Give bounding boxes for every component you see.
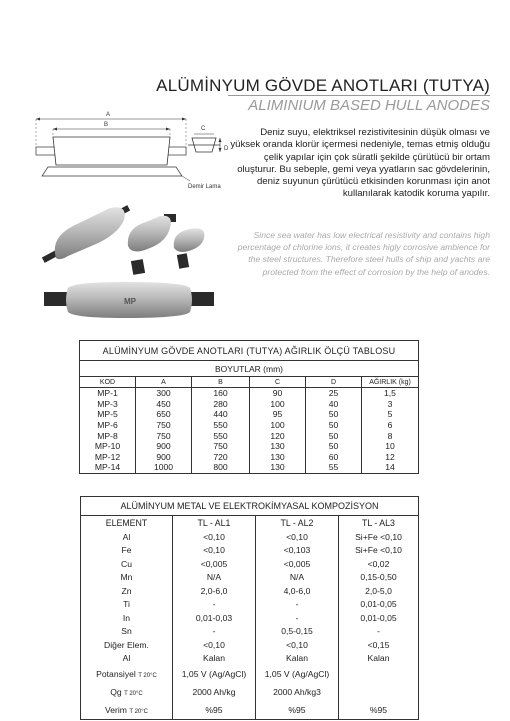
- cell: 750: [136, 420, 192, 431]
- cell: Diğer Elem.: [81, 638, 173, 652]
- cell: Si+Fe <0,10: [339, 544, 419, 558]
- cell: <0,10: [256, 638, 339, 652]
- cell: 130: [250, 452, 306, 463]
- composition-table-title: ALÜMİNYUM METAL VE ELEKTROKİMYASAL KOMPOZİSYON: [81, 497, 419, 516]
- cell: MP-3: [80, 399, 136, 410]
- cell: Sn: [81, 625, 173, 639]
- cell: 3: [362, 399, 419, 410]
- cell: 800: [192, 462, 250, 473]
- anode-product-photo-small: [28, 198, 233, 278]
- cell: -: [256, 598, 339, 612]
- cell: 4,0-6,0: [256, 584, 339, 598]
- demir-lama-label: Demir Lama: [188, 184, 221, 190]
- mp-stamp: MP: [124, 297, 136, 306]
- table-row: [80, 409, 419, 420]
- cell: 8: [362, 430, 419, 441]
- cell: -: [173, 625, 256, 639]
- size-col-header: A: [136, 377, 192, 388]
- cell: 130: [250, 462, 306, 473]
- cell: <0,10: [173, 638, 256, 652]
- cell: 2000 Ah/kg: [173, 683, 256, 701]
- cell: -: [339, 625, 419, 639]
- cell: <0,103: [256, 544, 339, 558]
- size-table-title: ALÜMİNYUM GÖVDE ANOTLARI (TUTYA) AĞIRLIK ÖLÇÜ TABLOSU: [80, 341, 419, 361]
- cell: Zn: [81, 584, 173, 598]
- table-row: [81, 571, 419, 585]
- cell: 0,01-0,05: [339, 598, 419, 612]
- cell: 900: [136, 452, 192, 463]
- table-row: [81, 701, 419, 720]
- cell: %95: [256, 701, 339, 720]
- table-row: [80, 399, 419, 410]
- table-row: [81, 544, 419, 558]
- cell: <0,15: [339, 638, 419, 652]
- dim-label-d: D: [224, 146, 229, 152]
- table-row: [80, 430, 419, 441]
- table-row: [81, 584, 419, 598]
- cell: <0,10: [173, 544, 256, 558]
- table-row: [81, 557, 419, 571]
- cell: Al: [81, 652, 173, 666]
- cell: [81, 683, 173, 701]
- table-row: [81, 638, 419, 652]
- cell: %95: [339, 701, 419, 720]
- dim-label-a: A: [106, 112, 111, 118]
- cell: N/A: [173, 571, 256, 585]
- comp-col-header: TL - AL2: [256, 516, 339, 531]
- cell: 50: [306, 430, 362, 441]
- size-col-header: D: [306, 377, 362, 388]
- page-title: ALÜMİNYUM GÖVDE ANOTLARI (TUTYA): [156, 76, 490, 95]
- cell: [339, 683, 419, 701]
- cell: 10: [362, 441, 419, 452]
- cell: Fe: [81, 544, 173, 558]
- dim-label-c: C: [201, 126, 206, 132]
- cell: 550: [192, 420, 250, 431]
- size-col-header: KOD: [80, 377, 136, 388]
- cell: 2,0-5,0: [339, 584, 419, 598]
- cell: <0,005: [173, 557, 256, 571]
- cell: [339, 665, 419, 683]
- comp-col-header: TL - AL1: [173, 516, 256, 531]
- table-row: [81, 683, 419, 701]
- cell: <0,02: [339, 557, 419, 571]
- cell: 55: [306, 462, 362, 473]
- cell: 120: [250, 430, 306, 441]
- cell: 0,15-0,50: [339, 571, 419, 585]
- cell: Kalan: [173, 652, 256, 666]
- cell: 6: [362, 420, 419, 431]
- cell: MP-1: [80, 388, 136, 399]
- cell: MP-6: [80, 420, 136, 431]
- cell: Ti: [81, 598, 173, 612]
- cell: 50: [306, 409, 362, 420]
- cell: 0,01-0,05: [339, 611, 419, 625]
- table-row: [80, 388, 419, 399]
- anode-dimension-diagram: [20, 105, 245, 195]
- size-table: [79, 340, 419, 474]
- cell: 25: [306, 388, 362, 399]
- cell: 550: [192, 430, 250, 441]
- row-condition: T 20°C: [129, 709, 148, 715]
- cell: 650: [136, 409, 192, 420]
- row-label: Potansiyel: [96, 669, 136, 679]
- comp-col-header: ELEMENT: [81, 516, 173, 531]
- cell: 100: [250, 399, 306, 410]
- cell: 450: [136, 399, 192, 410]
- table-row: [80, 441, 419, 452]
- row-condition: T 20°C: [138, 673, 157, 679]
- cell: <0,10: [173, 530, 256, 544]
- cell: 440: [192, 409, 250, 420]
- intro-text-tr: Deniz suyu, elektriksel rezistivitesinin düşük olması ve yüksek oranda klorür içermesi nedeniyle, temas etmiş olduğu çelik yapılar için çok süratli şekilde çürütücü bir ortam oluşturur. Bu sebeple, gemi veya yyatların sac gövdelerinin, deniz suyunun çürütücü etkisinden korunması için anot kullanılarak katodik koruma yapılır.: [230, 127, 490, 200]
- table-row: [80, 452, 419, 463]
- cell: 750: [136, 430, 192, 441]
- comp-col-header: TL - AL3: [339, 516, 419, 531]
- page-subtitle: ALIMINIUM BASED HULL ANODES: [248, 97, 490, 114]
- table-row: [81, 652, 419, 666]
- cell: [81, 665, 173, 683]
- cell: MP-10: [80, 441, 136, 452]
- title-divider: [228, 95, 490, 96]
- table-row: [80, 462, 419, 473]
- cell: MP-5: [80, 409, 136, 420]
- size-col-header: B: [192, 377, 250, 388]
- cell: [81, 701, 173, 720]
- cell: 1,05 V (Ag/AgCl): [173, 665, 256, 683]
- cell: 300: [136, 388, 192, 399]
- cell: 160: [192, 388, 250, 399]
- cell: 90: [250, 388, 306, 399]
- table-row: [81, 625, 419, 639]
- anode-product-photo-large: [44, 280, 214, 320]
- cell: 40: [306, 399, 362, 410]
- cell: 130: [250, 441, 306, 452]
- cell: 60: [306, 452, 362, 463]
- cell: 95: [250, 409, 306, 420]
- cell: 0,01-0,03: [173, 611, 256, 625]
- size-col-header: C: [250, 377, 306, 388]
- cell: Mn: [81, 571, 173, 585]
- cell: Kalan: [256, 652, 339, 666]
- cell: MP-8: [80, 430, 136, 441]
- cell: -: [173, 598, 256, 612]
- cell: 750: [192, 441, 250, 452]
- cell: 50: [306, 441, 362, 452]
- size-col-header: AĞIRLIK (kg): [362, 377, 419, 388]
- cell: 1000: [136, 462, 192, 473]
- table-row: [81, 598, 419, 612]
- cell: N/A: [256, 571, 339, 585]
- cell: Cu: [81, 557, 173, 571]
- cell: 100: [250, 420, 306, 431]
- cell: -: [256, 611, 339, 625]
- cell: 2,0-6,0: [173, 584, 256, 598]
- cell: MP-12: [80, 452, 136, 463]
- cell: 2000 Ah/kg3: [256, 683, 339, 701]
- intro-text-en: Since sea water has low electrical resistivity and contains high percentage of chlorine ions, it creates higly corrosive ambience for the steel structures. Therefore steel hulls of ship and yachts are protected from the effect of corrosion by the help of anodes.: [237, 230, 490, 277]
- cell: %95: [173, 701, 256, 720]
- cell: 720: [192, 452, 250, 463]
- table-row: [81, 530, 419, 544]
- table-row: [81, 665, 419, 683]
- cell: 50: [306, 420, 362, 431]
- table-row: [81, 611, 419, 625]
- cell: 280: [192, 399, 250, 410]
- dim-label-b: B: [104, 122, 109, 128]
- cell: 1,05 V (Ag/AgCl): [256, 665, 339, 683]
- cell: Si+Fe <0,10: [339, 530, 419, 544]
- row-condition: T 20°C: [124, 691, 143, 697]
- cell: <0,005: [256, 557, 339, 571]
- cell: 14: [362, 462, 419, 473]
- cell: 0,5-0,15: [256, 625, 339, 639]
- cell: MP-14: [80, 462, 136, 473]
- cell: 1,5: [362, 388, 419, 399]
- cell: 5: [362, 409, 419, 420]
- row-label: Qg: [110, 687, 122, 697]
- table-row: [80, 420, 419, 431]
- cell: 12: [362, 452, 419, 463]
- row-label: Verim: [105, 705, 127, 715]
- cell: In: [81, 611, 173, 625]
- composition-table: [80, 496, 419, 720]
- size-table-subtitle: BOYUTLAR (mm): [80, 361, 419, 377]
- cell: Al: [81, 530, 173, 544]
- cell: 900: [136, 441, 192, 452]
- cell: Kalan: [339, 652, 419, 666]
- cell: <0,10: [256, 530, 339, 544]
